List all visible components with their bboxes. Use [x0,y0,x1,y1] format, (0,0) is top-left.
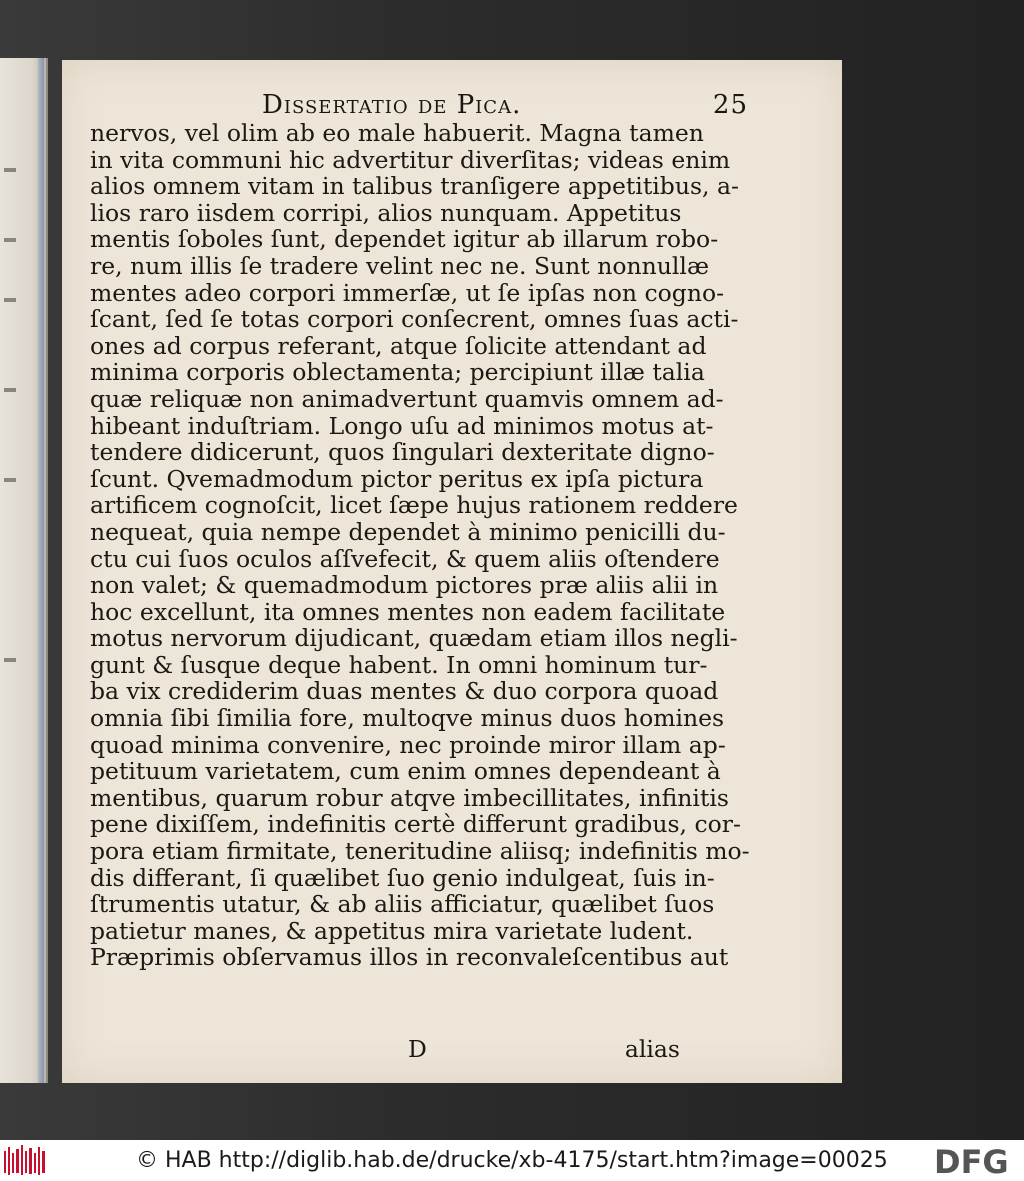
viewer-footer-bar [0,1140,1024,1181]
facing-page-edge [0,58,48,1083]
text-line: ſcunt. Qvemadmodum pictor peritus ex ipſa pictura [90,464,704,493]
text-line: Præprimis obſervamus illos in reconvaleſcentibus aut [90,943,729,972]
scanned-page [62,60,842,1083]
body-text [90,119,750,972]
text-line: nequeat, quia nempe dependet à minimo penicilli du- [90,517,726,546]
text-line: tendere didicerunt, quos ſingulari dexteritate digno- [90,438,715,467]
text-line: omnia ſibi ſimilia fore, multoqve minus duos homines [90,704,725,733]
edge-mark [4,168,16,172]
text-line: mentibus, quarum robur atqve imbecillitates, infinitis [90,783,729,812]
page-number: 25 [712,90,748,120]
text-line: pene dixiſſem, indefinitis certè differunt gradibus, cor- [90,810,741,839]
text-line: gunt & ſusque deque habent. In omni hominum tur- [90,650,708,679]
text-line: ſcant, ſed ſe totas corpori conſecrent, omnes ſuas acti- [90,305,739,334]
text-line: re, num illis ſe tradere velint nec ne. Sunt nonnullæ [90,251,710,280]
text-line: ones ad corpus referant, atque ſolicite attendant ad [90,331,707,360]
text-line: pora etiam firmitate, teneritudine aliisq; indefinitis mo- [90,837,750,866]
text-line: hibeant induſtriam. Longo uſu ad minimos motus at- [90,411,714,440]
text-line: non valet; & quemadmodum pictores præ aliis alii in [90,571,719,600]
text-line: patietur manes, & appetitus mira varietate ludent. [90,916,694,945]
text-line: ba vix crediderim duas mentes & duo corpora quoad [90,677,719,706]
text-line: nervos, vel olim ab eo male habuerit. Magna tamen [90,119,704,147]
text-line: dis differant, ſi quælibet ſuo genio indulgeat, ſuis in- [90,863,715,892]
edge-mark [4,478,16,482]
text-line: artificem cognoſcit, licet ſæpe hujus rationem reddere [90,491,738,520]
dfg-logo-text: DFG [934,1143,1009,1181]
copyright-link[interactable]: © HAB http://diglib.hab.de/drucke/xb-4175/start.htm?image=00025 [136,1148,888,1173]
dfg-logo-icon[interactable] [932,1143,1022,1181]
edge-mark [4,388,16,392]
edge-mark [4,298,16,302]
page-footer [90,1035,680,1065]
text-line: hoc excellunt, ita omnes mentes non eadem facilitate [90,597,726,626]
text-line: quoad minima convenire, nec proinde miror illam ap- [90,730,726,759]
text-line: petituum varietatem, cum enim omnes dependeant à [90,757,721,786]
running-title: Dissertatio de Pica. [262,90,522,120]
text-line: alios omnem vitam in talibus tranſigere appetitibus, a- [90,172,739,201]
signature-mark: D [408,1035,427,1063]
text-line: minima corporis oblectamenta; percipiunt illæ talia [90,358,705,387]
text-line: ſtrumentis utatur, & ab aliis afficiatur, quælibet ſuos [90,890,715,919]
text-line: in vita communi hic advertitur diverſitas; videas enim [90,145,731,174]
edge-mark [4,238,16,242]
text-line: quæ reliquæ non animadvertunt quamvis omnem ad- [90,384,724,413]
text-line: mentes adeo corpori immerſæ, ut ſe ipſas non cogno- [90,278,725,307]
text-line: ctu cui ſuos oculos aſſvefecit, & quem aliis oſtendere [90,544,720,573]
page-edge-shadow [38,58,44,1083]
text-line: mentis ſoboles ſunt, dependet igitur ab illarum robo- [90,225,719,254]
hab-barcode-logo-icon[interactable] [4,1145,48,1177]
catchword: alias [624,1035,680,1063]
text-line: lios raro iisdem corripi, alios nunquam. Appetitus [90,198,682,227]
edge-mark [4,658,16,662]
text-line: motus nervorum dijudicant, quædam etiam illos negli- [90,624,738,653]
